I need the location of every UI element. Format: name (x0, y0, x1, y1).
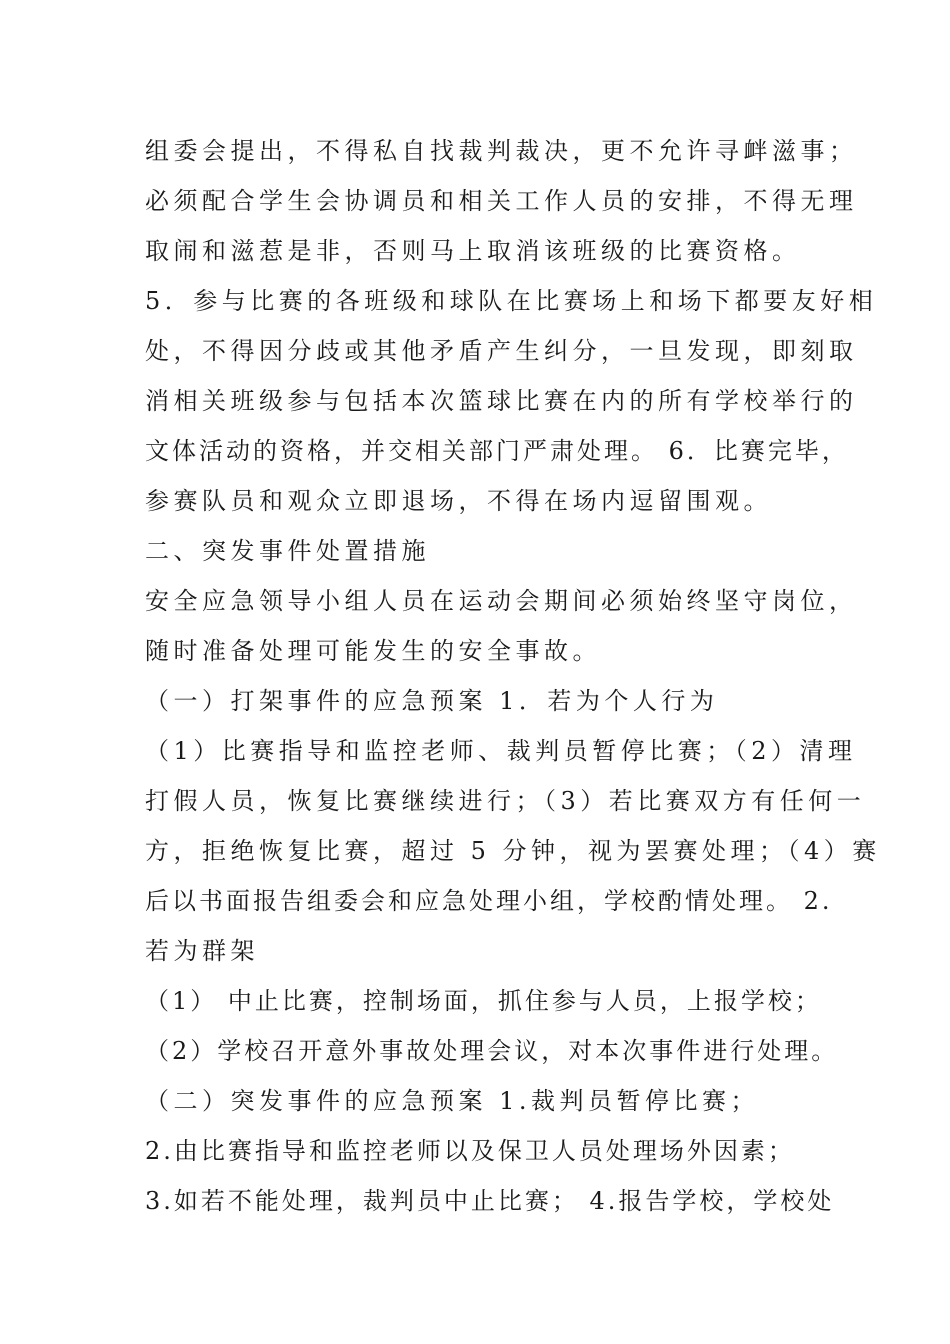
text-line: 方，拒绝恢复比赛，超过 5 分钟，视为罢赛处理；（4）赛 (145, 837, 881, 865)
text-line: 随时准备处理可能发生的安全事故。 (145, 637, 601, 665)
text-line: 文体活动的资格，并交相关部门严肃处理。 6．比赛完毕， (145, 437, 849, 465)
text-line: 3.如若不能处理，裁判员中止比赛； 4.报告学校，学校处 (145, 1187, 835, 1215)
text-line: 必须配合学生会协调员和相关工作人员的安排，不得无理 (145, 187, 858, 215)
text-line: 2.由比赛指导和监控老师以及保卫人员处理场外因素； (145, 1137, 795, 1165)
text-line: 组委会提出，不得私自找裁判裁决，更不允许寻衅滋事； (145, 137, 858, 165)
section-heading: 二、突发事件处置措施 (145, 537, 430, 565)
text-line: （2）学校召开意外事故处理会议，对本次事件进行处理。 (145, 1037, 839, 1065)
text-line: 处，不得因分歧或其他矛盾产生纠分，一旦发现，即刻取 (145, 337, 858, 365)
text-line: （1）比赛指导和监控老师、裁判员暂停比赛；（2）清理 (145, 737, 857, 765)
text-line: 消相关班级参与包括本次篮球比赛在内的所有学校举行的 (145, 387, 858, 415)
text-line: （1） 中止比赛，控制场面，抓住参与人员，上报学校； (145, 987, 822, 1015)
text-line: 参赛队员和观众立即退场，不得在场内逗留围观。 (145, 487, 772, 515)
text-line: 安全应急领导小组人员在运动会期间必须始终坚守岗位， (145, 587, 858, 615)
subsection-heading: （二）突发事件的应急预案 1.裁判员暂停比赛； (145, 1087, 760, 1115)
text-line: 取闹和滋惹是非，否则马上取消该班级的比赛资格。 (145, 237, 801, 265)
text-line: 若为群架 (145, 937, 259, 965)
text-line: 后以书面报告组委会和应急处理小组，学校酌情处理。 2. (145, 887, 833, 915)
text-line: 5．参与比赛的各班级和球队在比赛场上和场下都要友好相 (145, 287, 878, 315)
subsection-heading: （一）打架事件的应急预案 1．若为个人行为 (145, 687, 719, 715)
text-line: 打假人员，恢复比赛继续进行；（3）若比赛双方有任何一 (145, 787, 866, 815)
